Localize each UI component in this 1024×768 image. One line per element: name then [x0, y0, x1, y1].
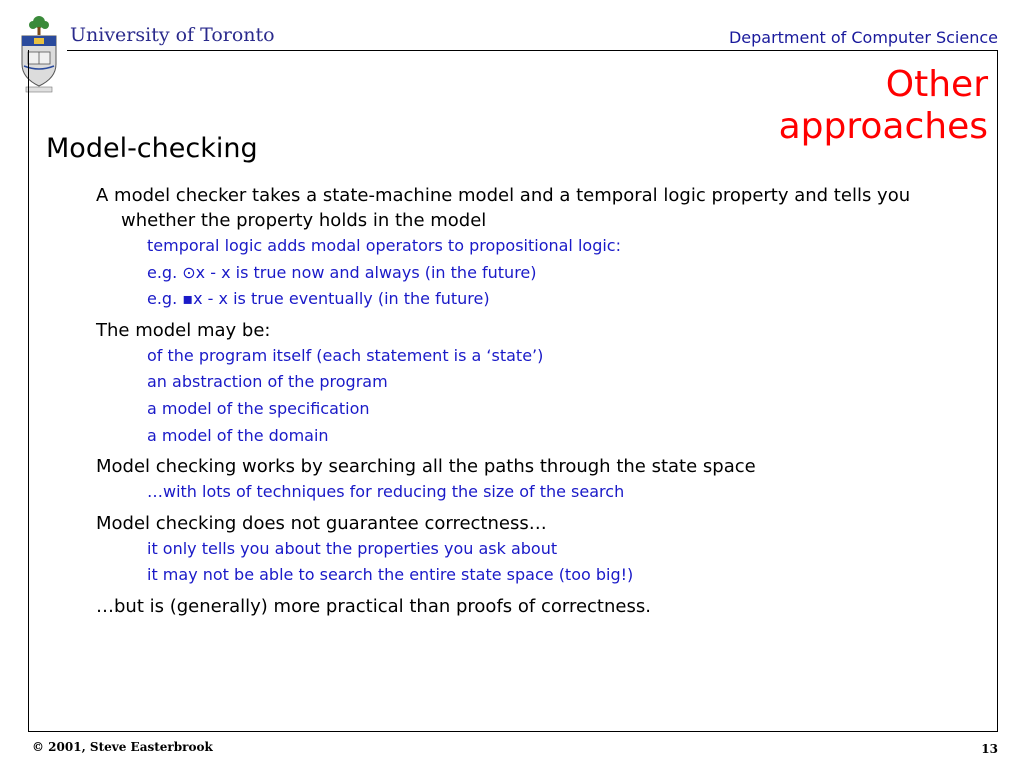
sub-bullet-item: it may not be able to search the entire state space (too big!)	[147, 565, 634, 585]
sub-bullet-item: …with lots of techniques for reducing the size of the search	[147, 482, 625, 502]
sub-bullet-item: it only tells you about the properties you ask about	[147, 538, 558, 558]
sub-bullet-item: a model of the domain	[147, 425, 329, 445]
sub-bullet-item: an abstraction of the program	[147, 372, 388, 392]
copyright-notice: © 2001, Steve Easterbrook	[32, 740, 213, 754]
bullet-list	[96, 178, 966, 619]
bullet-item: Model checking works by searching all the paths through the state space	[96, 456, 756, 478]
bullet-item: The model may be:	[96, 319, 271, 341]
department-name: Department of Computer Science	[728, 28, 998, 47]
sub-bullet-item: e.g. ▪x - x is true eventually (in the future)	[147, 289, 490, 309]
sub-bullet-item: temporal logic adds modal operators to propositional logic:	[147, 236, 621, 255]
bullet-item: Model checking does not guarantee correctness…	[96, 512, 547, 534]
sub-bullet-item: e.g. ⊙x - x is true now and always (in the future)	[147, 262, 537, 282]
page-number: 13	[981, 742, 998, 756]
bullet-item: …but is (generally) more practical than proofs of correctness.	[96, 595, 651, 617]
bullet-item: A model checker takes a state-machine model and a temporal logic property and tells you whether the property holds in the model	[96, 185, 911, 231]
sub-bullet-item: of the program itself (each statement is a ‘state’)	[147, 345, 544, 365]
sub-bullet-item: a model of the specification	[147, 398, 370, 418]
university-name: University of Toronto	[70, 24, 275, 46]
slide-title	[728, 64, 988, 148]
section-heading: Model-checking	[46, 133, 258, 164]
slide-title-line2: approaches	[778, 106, 988, 147]
slide-title-line1: Other	[885, 64, 988, 105]
